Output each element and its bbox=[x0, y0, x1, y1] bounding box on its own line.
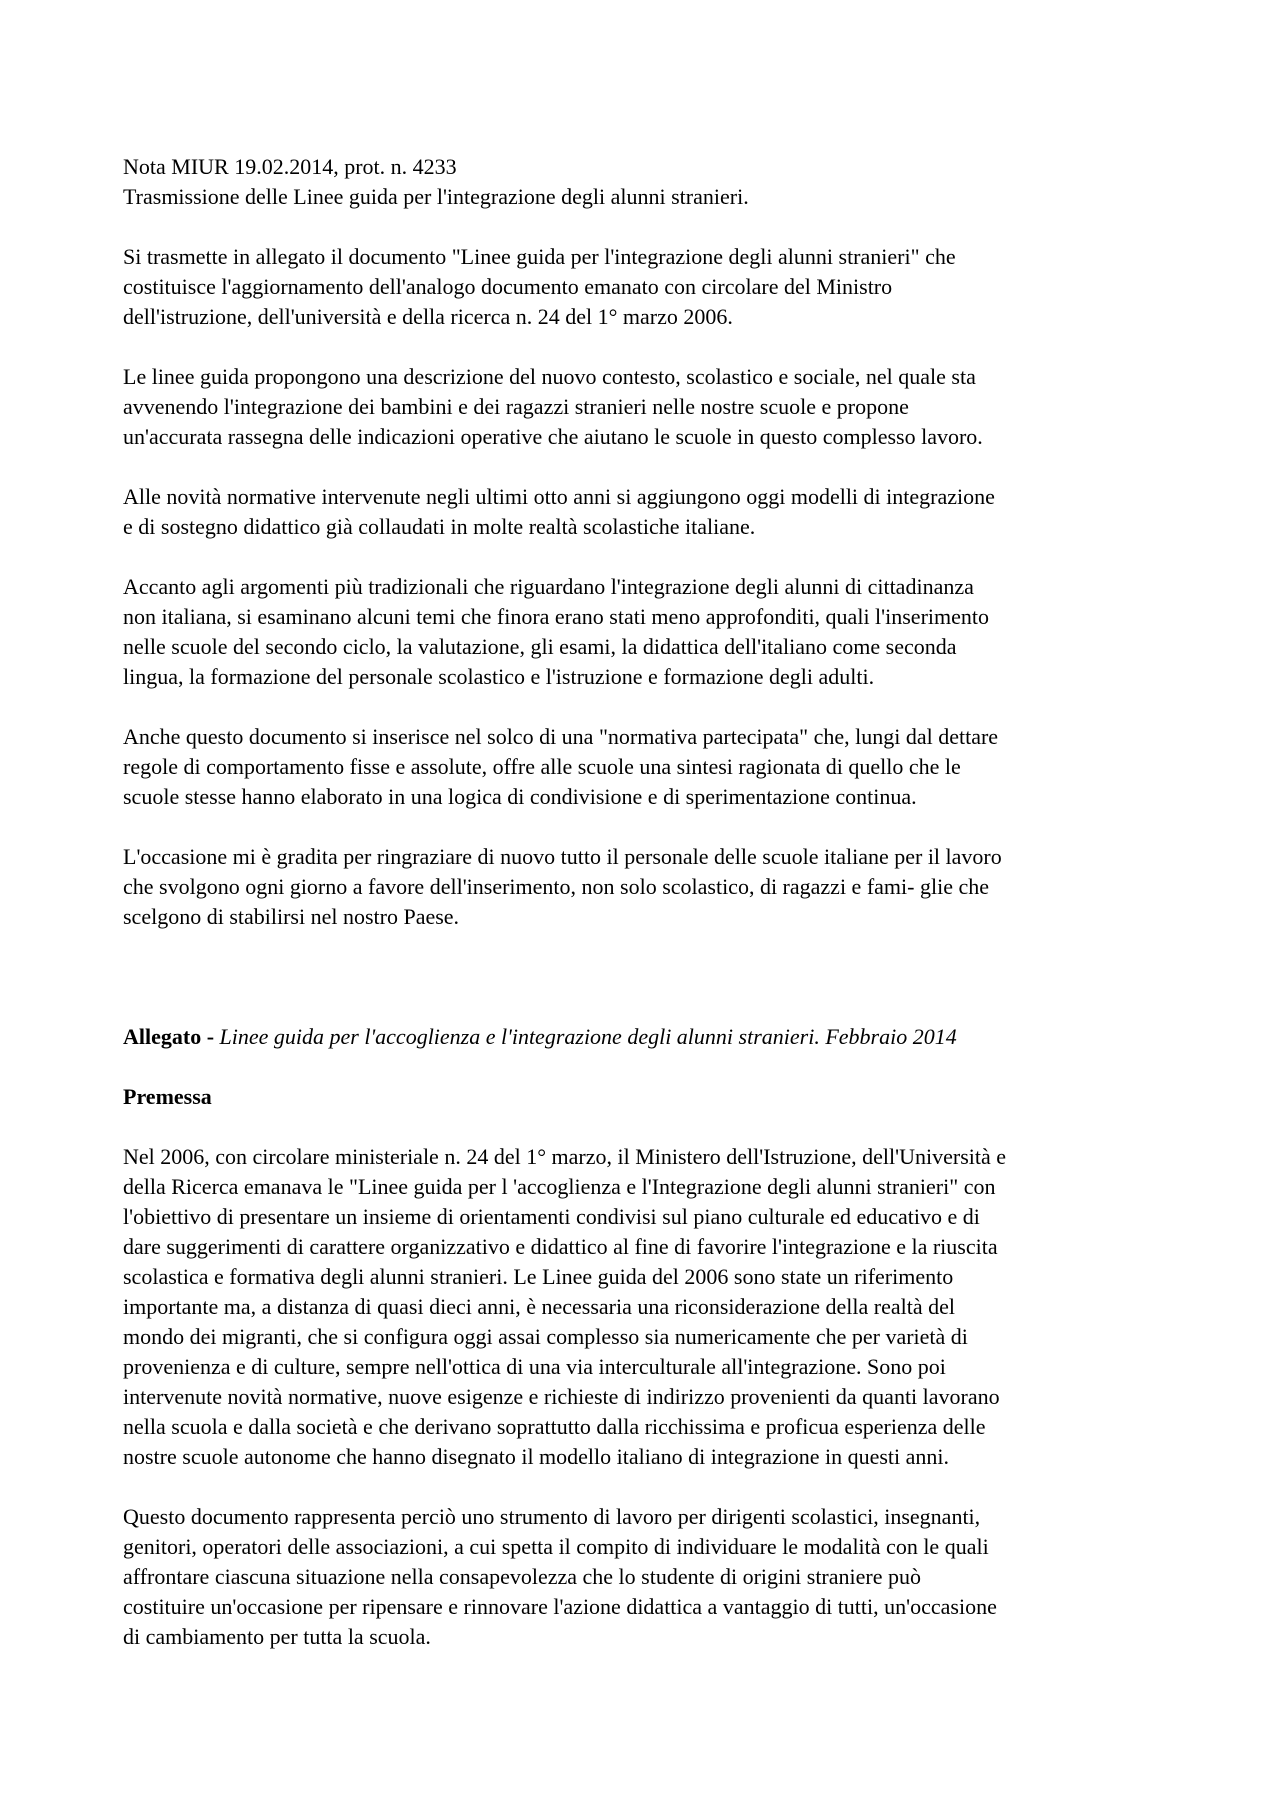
text-line: lingua, la formazione del personale scolastico e l'istruzione e formazione degli adulti. bbox=[123, 664, 875, 689]
text-line: regole di comportamento fisse e assolute, offre alle scuole una sintesi ragionata di quello che le bbox=[123, 754, 961, 779]
text-line: che svolgono ogni giorno a favore dell'inserimento, non solo scolastico, di ragazzi e fami- glie che bbox=[123, 874, 989, 899]
text-line: un'accurata rassegna delle indicazioni operative che aiutano le scuole in questo complesso lavoro. bbox=[123, 424, 983, 449]
attachment-label: Allegato - bbox=[123, 1024, 215, 1049]
text-line: dare suggerimenti di carattere organizzativo e didattico al fine di favorire l'integrazione e la riuscita bbox=[123, 1234, 998, 1259]
text-line: non italiana, si esaminano alcuni temi che finora erano stati meno approfonditi, quali l'inserimento bbox=[123, 604, 989, 629]
note-header bbox=[123, 152, 1168, 212]
text-line: intervenute novità normative, nuove esigenze e richieste di indirizzo provenienti da quanti lavorano bbox=[123, 1384, 1000, 1409]
text-line: importante ma, a distanza di quasi dieci anni, è necessaria una riconsiderazione della realtà del bbox=[123, 1294, 955, 1319]
letter-paragraph bbox=[123, 482, 1168, 542]
letter-paragraph bbox=[123, 722, 1168, 812]
text-line: nelle scuole del secondo ciclo, la valutazione, gli esami, la didattica dell'italiano come seconda bbox=[123, 634, 957, 659]
text-line: Nel 2006, con circolare ministeriale n. 24 del 1° marzo, il Ministero dell'Istruzione, dell'Università e bbox=[123, 1144, 1007, 1169]
premessa-paragraph bbox=[123, 1502, 1168, 1652]
text-line: nostre scuole autonome che hanno disegnato il modello italiano di integrazione in questi anni. bbox=[123, 1444, 950, 1469]
text-line: genitori, operatori delle associazioni, a cui spetta il compito di individuare le modalità con le quali bbox=[123, 1534, 989, 1559]
text-line: scelgono di stabilirsi nel nostro Paese. bbox=[123, 904, 460, 929]
text-line: scolastica e formativa degli alunni stranieri. Le Linee guida del 2006 sono state un riferimento bbox=[123, 1264, 954, 1289]
reference-line: Nota MIUR 19.02.2014, prot. n. 4233 bbox=[123, 154, 457, 179]
text-line: mondo dei migranti, che si configura oggi assai complesso sia numericamente che per varietà di bbox=[123, 1324, 968, 1349]
text-line: affrontare ciascuna situazione nella consapevolezza che lo studente di origini straniere può bbox=[123, 1564, 921, 1589]
text-line: dell'istruzione, dell'università e della ricerca n. 24 del 1° marzo 2006. bbox=[123, 304, 733, 329]
text-line: della Ricerca emanava le "Linee guida per l 'accoglienza e l'Integrazione degli alunni stranieri" con bbox=[123, 1174, 996, 1199]
text-line: avvenendo l'integrazione dei bambini e dei ragazzi stranieri nelle nostre scuole e propone bbox=[123, 394, 909, 419]
subject-line: Trasmissione delle Linee guida per l'integrazione degli alunni stranieri. bbox=[123, 184, 749, 209]
document-body bbox=[123, 152, 1168, 1652]
text-line: Questo documento rappresenta perciò uno strumento di lavoro per dirigenti scolastici, insegnanti, bbox=[123, 1504, 981, 1529]
text-line: Alle novità normative intervenute negli ultimi otto anni si aggiungono oggi modelli di integrazione bbox=[123, 484, 995, 509]
section-heading bbox=[123, 1082, 1168, 1112]
section-gap bbox=[123, 932, 1168, 1022]
text-line: Anche questo documento si inserisce nel solco di una "normativa partecipata" che, lungi dal dettare bbox=[123, 724, 999, 749]
text-line: e di sostegno didattico già collaudati in molte realtà scolastiche italiane. bbox=[123, 514, 756, 539]
letter-paragraph bbox=[123, 842, 1168, 932]
text-line: provenienza e di culture, sempre nell'ottica di una via interculturale all'integrazione. Sono poi bbox=[123, 1354, 946, 1379]
premessa-heading: Premessa bbox=[123, 1084, 212, 1109]
text-line: l'obiettivo di presentare un insieme di orientamenti condivisi sul piano culturale ed educativo e di bbox=[123, 1204, 980, 1229]
premessa-paragraph bbox=[123, 1142, 1168, 1472]
text-line: Si trasmette in allegato il documento "Linee guida per l'integrazione degli alunni stranieri" che bbox=[123, 244, 956, 269]
attachment-document-title: Linee guida per l'accoglienza e l'integrazione degli alunni stranieri. Febbraio 2014 bbox=[219, 1024, 957, 1049]
text-line: nella scuola e dalla società e che derivano soprattutto dalla ricchissima e proficua esperienza delle bbox=[123, 1414, 986, 1439]
text-line: scuole stesse hanno elaborato in una logica di condivisione e di sperimentazione continua. bbox=[123, 784, 917, 809]
letter-paragraph bbox=[123, 362, 1168, 452]
letter-paragraph bbox=[123, 242, 1168, 332]
text-line: costituisce l'aggiornamento dell'analogo documento emanato con circolare del Ministro bbox=[123, 274, 893, 299]
text-line: Le linee guida propongono una descrizione del nuovo contesto, scolastico e sociale, nel quale sta bbox=[123, 364, 976, 389]
text-line: costituire un'occasione per ripensare e rinnovare l'azione didattica a vantaggio di tutti, un'occasione bbox=[123, 1594, 997, 1619]
letter-paragraph bbox=[123, 572, 1168, 692]
attachment-title bbox=[123, 1022, 1168, 1052]
text-line: Accanto agli argomenti più tradizionali che riguardano l'integrazione degli alunni di cittadinanza bbox=[123, 574, 974, 599]
text-line: L'occasione mi è gradita per ringraziare di nuovo tutto il personale delle scuole italiane per il lavoro bbox=[123, 844, 1002, 869]
text-line: di cambiamento per tutta la scuola. bbox=[123, 1624, 431, 1649]
